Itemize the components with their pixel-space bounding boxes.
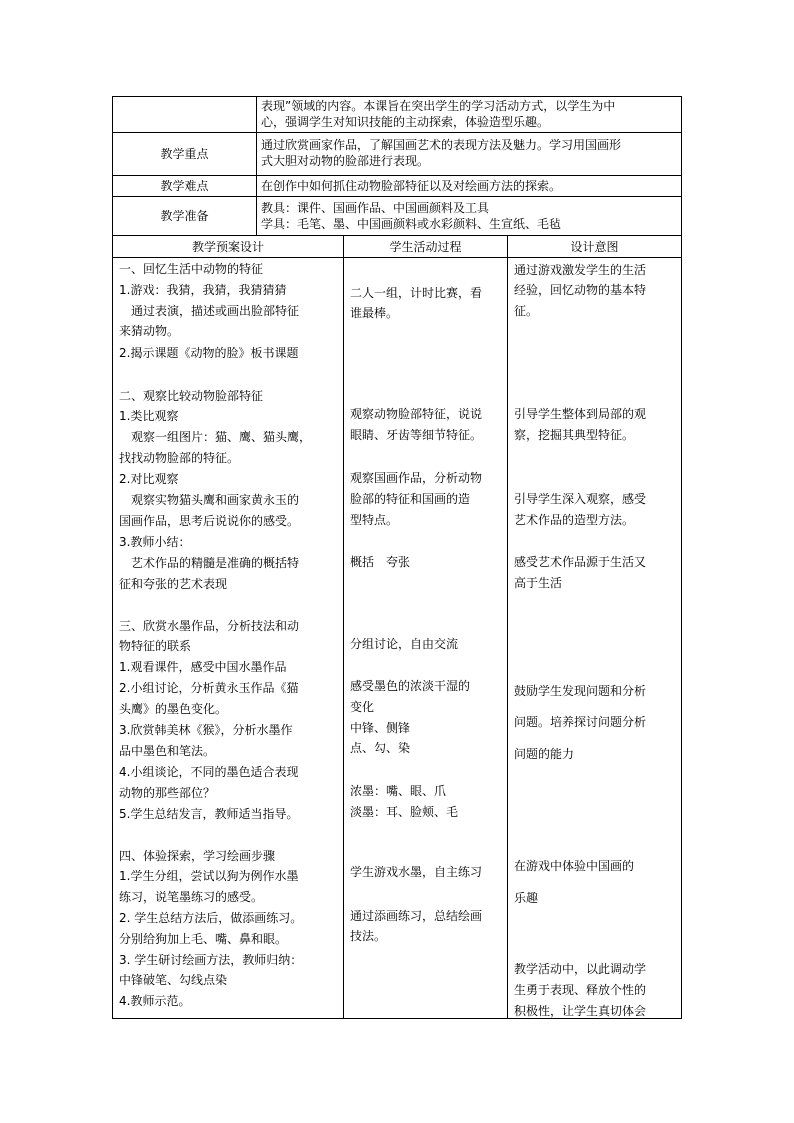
col3-text-line: 感受艺术作品源于生活又 [514,555,647,569]
col2-text-line: 谁最棒。 [350,306,399,320]
col2-text-line: 脸部的特征和国画的造 [350,492,471,506]
intro-text-cell-1 [256,132,682,176]
col2-text-line: 浓墨：嘴、眼、爪 [350,784,447,798]
col1-text-line: 1.学生分组，尝试以狗为例作水墨 [119,869,299,883]
col3-text-line: 高于生活 [514,576,563,590]
col1-text-line: 分别给狗加上毛、嘴、鼻和眼。 [119,932,288,946]
col3-text-line: 在游戏中体验中国画的 [514,859,635,873]
col1-text-line: 品中墨色和笔法。 [119,744,216,758]
col1-text-line: 2.小组讨论，分析黄永玉作品《猫 [119,681,299,695]
row-label-teaching-focus: 教学重点 [160,147,209,161]
col1-text-line: 二、观察比较动物脸部特征 [119,389,264,403]
col2-text-line: 变化 [350,700,375,714]
intro-text-line: 心，强调学生对知识技能的主动探索，体验造型乐趣。 [261,115,550,129]
col1-text-line: 5.学生总结发言，教师适当指导。 [119,807,299,821]
intro-label-cell-1 [112,132,257,176]
col3-text-line: 引导学生深入观察，感受 [514,492,647,506]
column-student-activity [343,257,508,1019]
col1-text-line: 观察一组图片：猫、鹰、猫头鹰， [131,430,312,444]
col2-text-line: 点、勾、染 [350,741,411,755]
col1-text-line: 四、体验探索，学习绘画步骤 [119,849,276,863]
col2-text-line: 分组讨论，自由交流 [350,637,459,651]
col3-text-line: 鼓励学生发现问题和分析 [514,684,647,698]
intro-text-line: 式大胆对动物的脸部进行表现。 [261,154,430,168]
column-header: 教学预案设计 [191,239,264,254]
col3-text-line: 问题的能力 [514,747,575,761]
col3-text-line: 问题。培养探讨问题分析 [514,715,647,729]
col1-text-line: 征和夸张的艺术表现 [119,577,228,591]
col1-text-line: 找找动物脸部的特征。 [119,451,240,465]
column-design-intent [507,257,682,1019]
col2-text-line: 感受墨色的浓淡干湿的 [350,679,471,693]
intro-text-cell-2 [256,175,682,197]
col1-text-line: 三、欣赏水墨作品，分析技法和动 [119,619,300,633]
col1-text-line: 3.教师小结： [119,535,191,549]
col2-text-line: 型特点。 [350,513,399,527]
intro-label-cell-3 [112,196,257,236]
col3-text-line: 教学活动中，以此调动学 [514,962,647,976]
intro-text-line: 教具：课件、国画作品、中国画颜料及工具 [261,201,490,215]
col1-text-line: 1.类比观察 [119,409,179,423]
col2-text-line: 中锋、侧锋 [350,721,411,735]
col3-text-line: 乐趣 [514,891,539,905]
col2-text-line: 观察动物脸部特征，说说 [350,407,483,421]
col3-text-line: 引导学生整体到局部的观 [514,407,647,421]
col2-text-line: 通过添画练习，总结绘画 [350,909,483,923]
col1-text-line: 来猜动物。 [119,324,180,338]
col2-text-line: 淡墨：耳、脸颊、毛 [350,805,459,819]
intro-text-line: 在创作中如何抓住动物脸部特征以及对绘画方法的探索。 [261,179,562,193]
col1-text-line: 2. 学生总结方法后，做添画练习。 [119,911,303,925]
col2-text-line: 概括 夸张 [350,555,411,569]
col3-text-line: 经验，回忆动物的基本特 [514,283,647,297]
col1-text-line: 一、回忆生活中动物的特征 [119,262,264,276]
col3-text-line: 艺术作品的造型方法。 [514,513,635,527]
header-cell-intent [507,235,682,258]
col1-text-line: 4.小组谈论，不同的墨色适合表现 [119,765,299,779]
intro-text-line: 学具：毛笔、墨、中国画颜料或水彩颜料、生宣纸、毛毡 [261,217,562,231]
col1-text-line: 2.对比观察 [119,472,179,486]
col1-text-line: 动物的那些部位？ [119,786,216,800]
col1-text-line: 中锋破笔、勾线点染 [119,973,228,987]
header-cell-activity [343,235,508,258]
col1-text-line: 通过表演，描述或画出脸部特征 [131,304,300,318]
col1-text-line: 练习，说笔墨练习的感受。 [119,890,264,904]
col3-text-line: 生勇于表现、释放个性的 [514,983,647,997]
row-label-teaching-difficulty: 教学难点 [160,179,209,193]
col2-text-line: 眼睛、牙齿等细节特征。 [350,428,483,442]
col1-text-line: 艺术作品的精髓是准确的概括特 [131,556,300,570]
col1-text-line: 1.观看课件，感受中国水墨作品 [119,660,287,674]
intro-text-cell-0 [256,96,682,133]
col2-text-line: 学生游戏水墨，自主练习 [350,865,483,879]
intro-label-cell-2 [112,175,257,197]
col3-text-line: 积极性，让学生真切体会 [514,1004,647,1018]
col1-text-line: 国画作品，思考后说说你的感受。 [119,514,300,528]
col3-text-line: 察，挖掘其典型特征。 [514,428,635,442]
col1-text-line: 1.游戏：我猜，我猜，我猜猜猜 [119,283,287,297]
column-header: 学生活动过程 [389,239,462,254]
intro-label-cell-0 [112,96,257,133]
intro-text-line: 表现”领域的内容。本课旨在突出学生的学习活动方式，以学生为中 [261,99,616,113]
column-lesson-design [112,257,344,1019]
intro-text-line: 通过欣赏画家作品，了解国画艺术的表现方法及魅力。学习用国画形 [261,138,622,152]
col1-text-line: 头鹰》的墨色变化。 [119,702,228,716]
col1-text-line: 2.揭示课题《动物的脸》板书课题 [119,346,299,360]
col1-text-line: 3.欣赏韩美林《猴》，分析水墨作 [119,723,293,737]
header-cell-design [112,235,344,258]
col2-text-line: 技法。 [350,929,387,943]
col1-text-line: 观察实物猫头鹰和画家黄永玉的 [131,493,300,507]
col2-text-line: 二人一组，计时比赛，看 [350,286,483,300]
intro-text-cell-3 [256,196,682,236]
col1-text-line: 物特征的联系 [119,639,192,653]
col3-text-line: 征。 [514,304,539,318]
col1-text-line: 4.教师示范。 [119,994,191,1008]
column-header: 设计意图 [570,239,619,254]
row-label-teaching-preparation: 教学准备 [160,209,209,223]
col1-text-line: 3. 学生研讨绘画方法，教师归纳： [119,953,303,967]
col3-text-line: 通过游戏激发学生的生活 [514,263,647,277]
col2-text-line: 观察国画作品，分析动物 [350,471,483,485]
